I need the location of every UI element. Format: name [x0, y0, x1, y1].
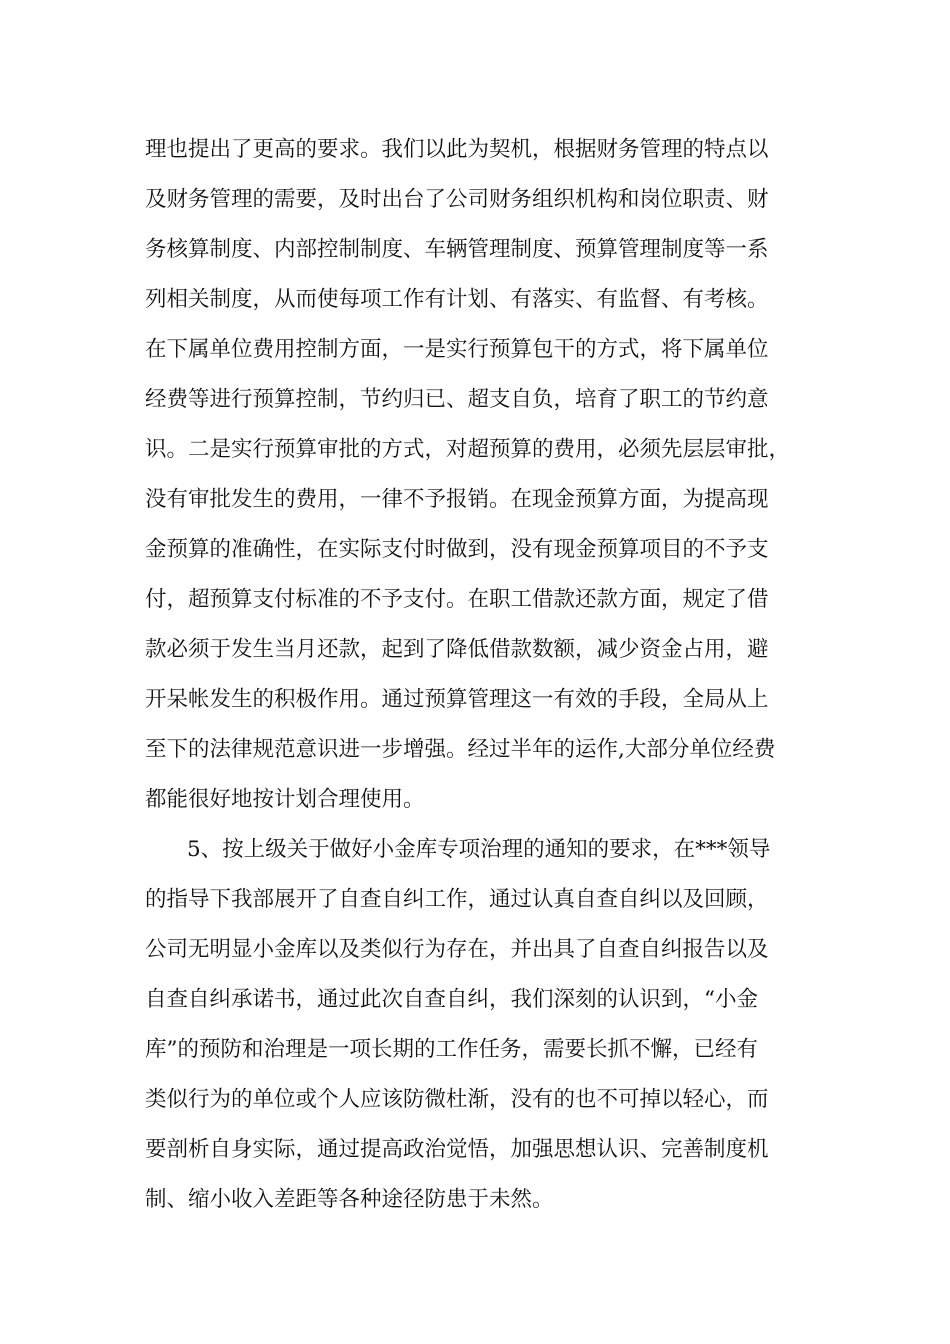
text-line: 制、缩小收入差距等各种途径防患于未然。 [145, 1187, 554, 1212]
text-line: 及财务管理的需要，及时出台了公司财务组织机构和岗位职责、财 [145, 187, 769, 212]
text-line: 公司无明显小金库以及类似行为存在，并出具了自查自纠报告以及 [145, 937, 769, 962]
text-line: 至下的法律规范意识进一步增强。经过半年的运作,大部分单位经费 [145, 737, 776, 762]
text-line: 识。二是实行预算审批的方式，对超预算的费用，必须先层层审批， [145, 437, 791, 462]
text-line: 都能很好地按计划合理使用。 [145, 787, 425, 812]
text-line: 付，超预算支付标准的不予支付。在职工借款还款方面，规定了借 [145, 587, 769, 612]
text-line: 要剖析自身实际，通过提高政治觉悟，加强思想认识、完善制度机 [145, 1137, 769, 1162]
text-line: 在下属单位费用控制方面，一是实行预算包干的方式，将下属单位 [145, 337, 769, 362]
text-line: 列相关制度，从而使每项工作有计划、有落实、有监督、有考核。 [145, 287, 769, 312]
text-line: 务核算制度、内部控制制度、车辆管理制度、预算管理制度等一系 [145, 237, 769, 262]
text-line: 的指导下我部展开了自查自纠工作，通过认真自查自纠以及回顾， [145, 887, 769, 912]
text-line: 自查自纠承诺书，通过此次自查自纠，我们深刻的认识到，“小金 [145, 987, 758, 1012]
text-line: 5、按上级关于做好小金库专项治理的通知的要求，在***领导 [187, 837, 771, 862]
text-line: 库”的预防和治理是一项长期的工作任务，需要长抓不懈，已经有 [145, 1037, 758, 1062]
text-line: 经费等进行预算控制，节约归已、超支自负，培育了职工的节约意 [145, 387, 769, 412]
text-line: 没有审批发生的费用，一律不予报销。在现金预算方面，为提高现 [145, 487, 769, 512]
text-line: 类似行为的单位或个人应该防微杜渐，没有的也不可掉以轻心，而 [145, 1087, 769, 1112]
text-line: 款必须于发生当月还款，起到了降低借款数额，减少资金占用，避 [145, 637, 769, 662]
text-line: 开呆帐发生的积极作用。通过预算管理这一有效的手段，全局从上 [145, 687, 769, 712]
text-line: 金预算的准确性，在实际支付时做到，没有现金预算项目的不予支 [145, 537, 769, 562]
text-line: 理也提出了更高的要求。我们以此为契机，根据财务管理的特点以 [145, 137, 769, 162]
